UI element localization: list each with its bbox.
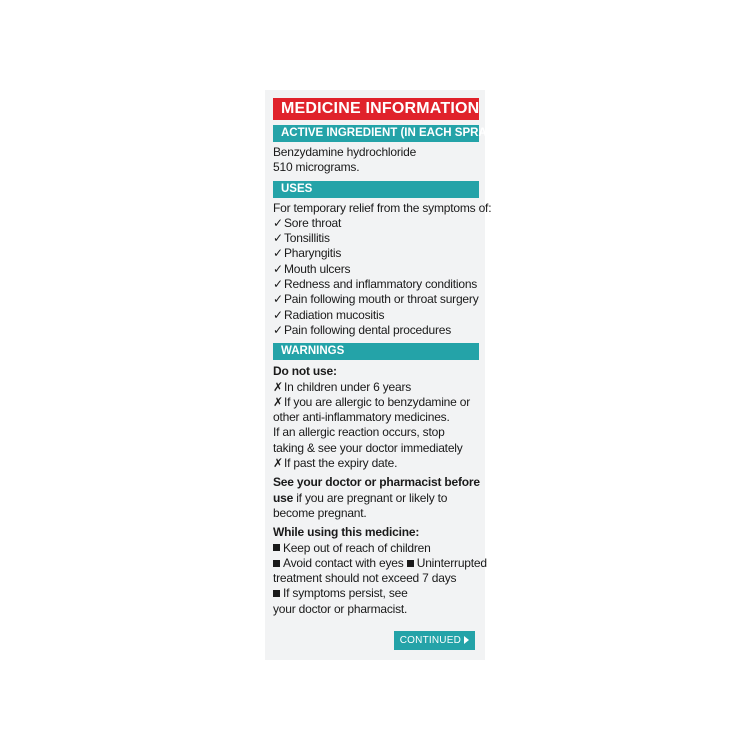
- uses-item: [273, 262, 479, 277]
- checkmark-icon: ✓: [273, 231, 283, 246]
- uses-item-text: Radiation mucositis: [284, 307, 385, 322]
- active-ingredient-heading: ACTIVE INGREDIENT (IN EACH SPRAY): [273, 125, 479, 142]
- warning-text: If past the expiry date.: [284, 456, 398, 471]
- do-not-use-label: Do not use:: [273, 364, 337, 379]
- uses-item-text: Pain following dental procedures: [284, 322, 452, 337]
- checkmark-icon: ✓: [273, 215, 283, 230]
- uses-item-text: Sore throat: [284, 215, 342, 230]
- see-doctor-bold: use: [273, 490, 294, 505]
- warning-text: If you are allergic to benzydamine or: [284, 394, 471, 409]
- arrow-right-icon: [464, 636, 469, 644]
- uses-intro: For temporary relief from the symptoms of:: [273, 200, 492, 215]
- uses-item: [273, 292, 479, 307]
- while-using-label: While using this medicine:: [273, 525, 420, 540]
- uses-item: [273, 323, 479, 338]
- checkmark-icon: ✓: [273, 307, 283, 322]
- bullet-text: Keep out of reach of children: [283, 540, 431, 555]
- uses-item-text: Mouth ulcers: [284, 261, 351, 276]
- bullet-text: Avoid contact with eyes: [283, 555, 404, 570]
- warning-item-allergic-cont: other anti-inflammatory medicines.: [273, 410, 450, 425]
- warning-item-expiry: [273, 456, 479, 471]
- warnings-heading: WARNINGS: [273, 343, 479, 360]
- bullet-item-reach: [273, 541, 479, 556]
- see-doctor-text: if you are pregnant or likely to: [293, 490, 448, 505]
- uses-item: [273, 277, 479, 292]
- warning-item-children: [273, 380, 479, 395]
- continued-button[interactable]: [394, 631, 475, 650]
- uses-item-text: Redness and inflammatory conditions: [284, 277, 478, 292]
- uses-item-text: Pharyngitis: [284, 246, 342, 261]
- square-bullet-icon: [273, 590, 280, 597]
- uses-list: [273, 216, 479, 338]
- uses-item: [273, 231, 479, 246]
- allergy-line-2: taking & see your doctor immediately: [273, 440, 463, 455]
- bullet-item-eyes: [273, 555, 487, 571]
- bullet-text: Uninterrupted: [416, 555, 487, 570]
- see-doctor-line-2: [273, 491, 479, 506]
- warning-item-allergic: [273, 395, 479, 410]
- see-doctor-line-3: become pregnant.: [273, 505, 367, 520]
- checkmark-icon: ✓: [273, 322, 283, 337]
- bullet-item-treatment-cont: treatment should not exceed 7 days: [273, 571, 457, 586]
- uses-heading: USES: [273, 181, 479, 198]
- uses-item: [273, 308, 479, 323]
- active-ingredient-line-2: 510 micrograms.: [273, 160, 360, 175]
- continued-wrap: [394, 631, 475, 650]
- uses-item-text: Tonsillitis: [284, 231, 330, 246]
- uses-item-text: Pain following mouth or throat surgery: [284, 292, 479, 307]
- checkmark-icon: ✓: [273, 261, 283, 276]
- bullet-item-persist-cont: your doctor or pharmacist.: [273, 601, 408, 616]
- warning-text: In children under 6 years: [284, 379, 412, 394]
- cross-icon: ✗: [273, 456, 283, 471]
- medicine-information-title: MEDICINE INFORMATION: [273, 98, 479, 120]
- checkmark-icon: ✓: [273, 246, 283, 261]
- continued-label: CONTINUED: [399, 635, 461, 646]
- allergy-line-1: If an allergic reaction occurs, stop: [273, 425, 445, 440]
- checkmark-icon: ✓: [273, 292, 283, 307]
- square-bullet-icon: [407, 560, 414, 567]
- square-bullet-icon: [273, 560, 280, 567]
- cross-icon: ✗: [273, 394, 283, 409]
- bullet-item-persist: [273, 586, 479, 601]
- checkmark-icon: ✓: [273, 277, 283, 292]
- cross-icon: ✗: [273, 379, 283, 394]
- see-doctor-line-1: See your doctor or pharmacist before: [273, 475, 480, 490]
- square-bullet-icon: [273, 544, 280, 551]
- uses-item: [273, 216, 479, 231]
- medicine-information-panel: [265, 90, 498, 660]
- active-ingredient-line-1: Benzydamine hydrochloride: [273, 145, 417, 159]
- uses-item: [273, 246, 479, 261]
- bullet-text: If symptoms persist, see: [283, 586, 408, 601]
